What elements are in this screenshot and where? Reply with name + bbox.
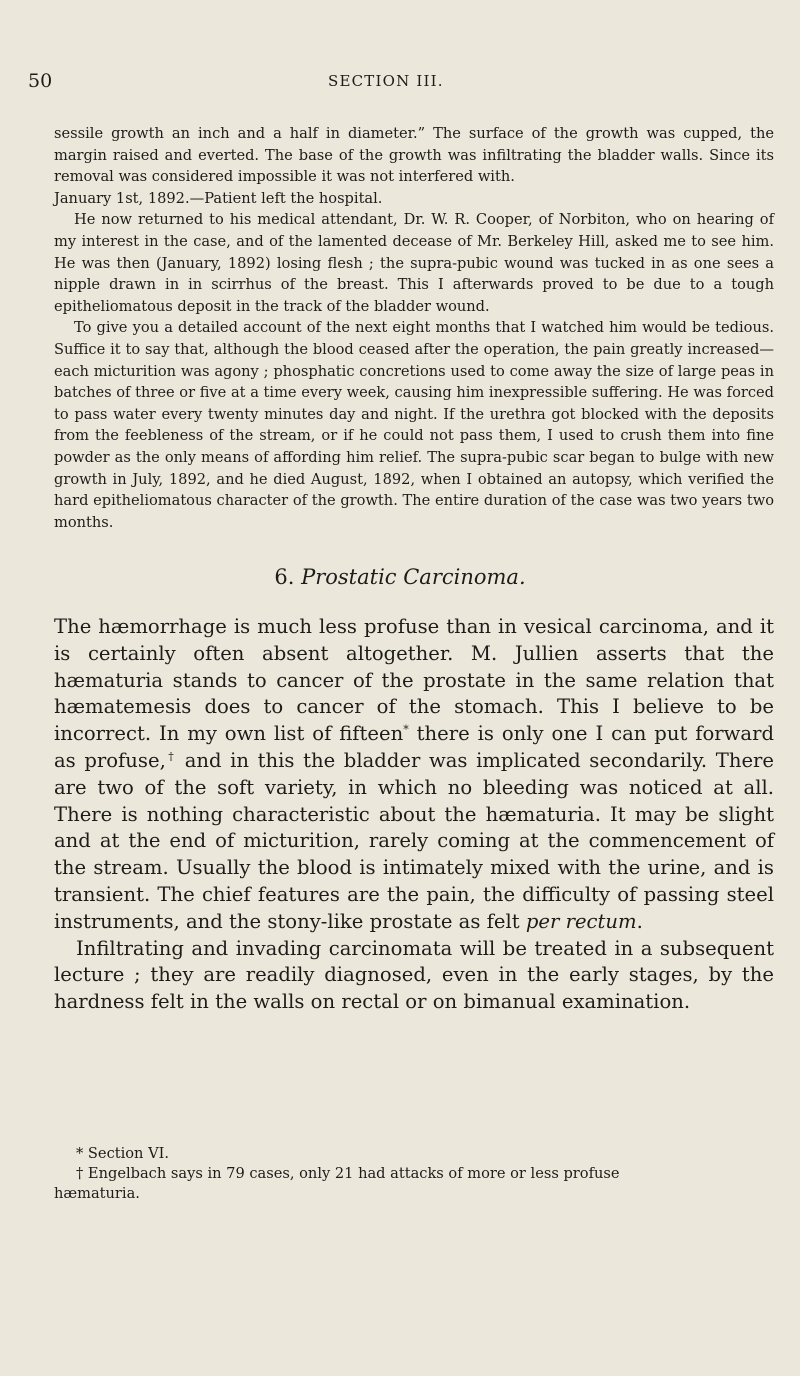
footnote-continuation: hæmaturia. bbox=[54, 1185, 140, 1202]
case-report bbox=[54, 123, 774, 533]
body-paragraph bbox=[54, 614, 774, 936]
italic-phrase: per rectum bbox=[525, 909, 637, 933]
section-number: 6. bbox=[274, 565, 295, 589]
footnote: * Section VI. bbox=[76, 1145, 170, 1162]
footnotes bbox=[54, 1144, 774, 1204]
body-paragraph: Infiltrating and invading carcinomata will be treated in a subsequent lecture ; they are readily diagnosed, even in the early stages, by the hardness felt in the walls on rectal or on bimanual examination. bbox=[54, 936, 774, 1014]
page-number: 50 bbox=[28, 70, 53, 92]
footnote: † Engelbach says in 79 cases, only 21 had attacks of more or less profuse bbox=[76, 1165, 620, 1182]
section-title: Prostatic Carcinoma. bbox=[301, 565, 526, 589]
case-paragraph: January 1st, 1892.—Patient left the hospital. bbox=[54, 189, 383, 207]
body-text: there is only one I can put forward as profuse, bbox=[54, 722, 775, 772]
body-text: and in this the bladder was implicated secondarily. There are two of the soft variety, in which no bleeding was noticed at all. There is nothing characteristic about the hæmaturia. It may be slight and at the end of micturition, rarely coming at the commencement of the stream. Usually the blood is intimately mixed with the urine, and is transient. The chief features are the pain, the difficulty of passing steel instruments, and the stony-like prostate as felt bbox=[54, 748, 775, 933]
footnote-ref: † bbox=[165, 749, 177, 763]
section-heading bbox=[0, 565, 800, 589]
case-paragraph: He now returned to his medical attendant, Dr. W. R. Cooper, of Norbiton, who on hearing of my interest in the case, and of the lamented decease of Mr. Berkeley Hill, asked me to see him. He was then (January, 1892) losing flesh ; the supra-pubic wound was tucked in as one sees a nipple drawn in in scirrhus of the breast. This I afterwards proved to be due to a tough epitheliomatous deposit in the track of the bladder wound. bbox=[54, 211, 774, 315]
footnote-ref: * bbox=[403, 723, 409, 737]
body-text: . bbox=[636, 909, 643, 933]
running-head: SECTION III. bbox=[328, 72, 444, 90]
lecture-text bbox=[54, 614, 774, 1016]
body-text: The hæmorrhage is much less profuse than in vesical carcinoma, and it is certainly often absent altogether. M. Jullien asserts that the hæmaturia stands to cancer of the prostate in the same relation that hæmatemesis does to cancer of the stomach. This I believe to be incorrect. In my own list of fifteen bbox=[54, 615, 774, 746]
case-paragraph: sessile growth an inch and a half in diameter.” The surface of the growth was cupped, the margin raised and everted. The base of the growth was infiltrating the bladder walls. Since its removal was considered impossible it was not interfered with. bbox=[54, 125, 774, 186]
case-paragraph: To give you a detailed account of the next eight months that I watched him would be tedious. Suffice it to say that, although the blood ceased after the operation, the pain greatly increased—each micturition was agony ; phosphatic concretions used to come away the size of large peas in batches of three or five at a time every week, causing him inexpressible suffering. He was forced to pass water every twenty minutes day and night. If the urethra got blocked with the deposits from the feebleness of the stream, or if he could not pass them, I used to crush them into fine powder as the only means of affording him relief. The supra-pubic scar began to bulge with new growth in July, 1892, and he died August, 1892, when I obtained an autopsy, which verified the hard epitheliomatous character of the growth. The entire duration of the case was two years two months. bbox=[54, 319, 774, 531]
